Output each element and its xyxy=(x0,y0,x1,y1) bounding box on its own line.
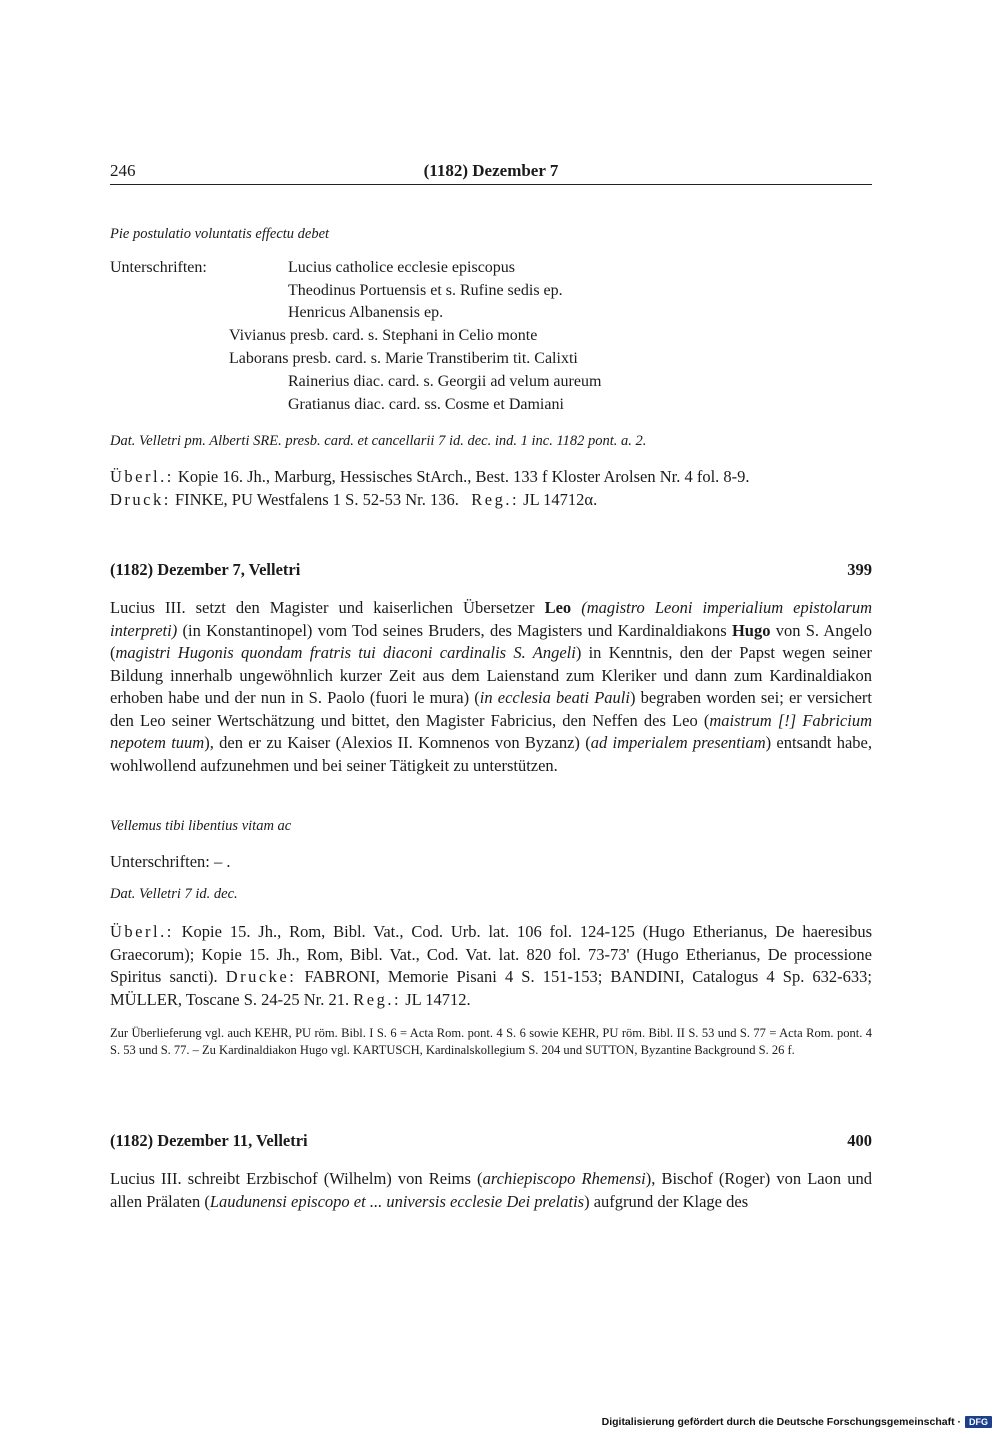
entry-number: 399 xyxy=(847,560,872,579)
incipit-2: Vellemus tibi libentius vitam ac xyxy=(110,818,292,834)
running-header xyxy=(110,158,872,185)
signature-line: Lucius catholice ecclesie episcopus xyxy=(288,259,516,276)
signatures-label: Unterschriften: xyxy=(110,259,207,276)
entry-title: (1182) Dezember 11, Velletri xyxy=(110,1131,308,1150)
regest-400: Lucius III. schreibt Erzbischof (Wilhelm) von Reims (archiepiscopo Rhemensi), Bischof (Roger) von Laon und allen Prälaten (Laudunensi episcopo et ... universis ecclesie Dei prelatis) aufgrund der Klage des xyxy=(110,1169,872,1211)
signature-line: Rainerius diac. card. s. Georgii ad velum aureum xyxy=(288,373,602,390)
entry-heading-400 xyxy=(110,1131,872,1151)
regest-399: Lucius III. setzt den Magister und kaiserlichen Übersetzer Leo (magistro Leoni imperialium epistolarum interpreti) (in Konstantinopel) vom Tod seines Bruders, des Magisters und Kardinaldiakons Hugo von S. Angelo (magistri Hugonis quondam fratris tui diaconi cardinalis S. Angeli) in Kenntnis, den der Papst wegen seiner Bildung innerhalb ungewöhnlich kurzer Zeit aus dem Laienstand zum Kleriker und dann zum Kardinaldiakon erhoben habe und der nun in S. Paolo (fuori le mura) (in ecclesia beati Pauli) begraben worden sei; er versichert den Leo seiner Wertschätzung und bittet, den Magister Fabricius, den Neffen des Leo (maistrum [!] Fabricium nepotem tuum), den er zu Kaiser (Alexios II. Komnenos von Byzanz) (ad imperialem presentiam) entsandt habe, wohlwollend aufzunehmen und bei seiner Tätigkeit zu unterstützen. xyxy=(110,598,873,775)
dating-1: Dat. Velletri pm. Alberti SRE. presb. card. et cancellarii 7 id. dec. ind. 1 inc. 1182 pont. a. 2. xyxy=(110,433,647,449)
running-title: (1182) Dezember 7 xyxy=(423,161,559,180)
footnote-399: Zur Überlieferung vgl. auch KEHR, PU röm. Bibl. I S. 6 = Acta Rom. pont. 4 S. 6 sowie KEHR, PU röm. Bibl. II S. 53 und S. 77 = Acta Rom. pont. 4 S. 53 und S. 77. – Zu Kardinaldiakon Hugo vgl. KARTUSCH, Kardinalskollegium S. 204 und SUTTON, Byzantine Background S. 26 f. xyxy=(110,1026,872,1057)
signatures-2: Unterschriften: – . xyxy=(110,852,231,871)
incipit-1: Pie postulatio voluntatis effectu debet xyxy=(110,226,330,242)
signature-line: Theodinus Portuensis et s. Rufine sedis ep. xyxy=(288,282,563,299)
funding-footer xyxy=(602,1416,992,1428)
dfg-logo-icon: DFG xyxy=(965,1416,992,1428)
signature-line: Henricus Albanensis ep. xyxy=(288,304,444,321)
transmission-1: Überl.: Kopie 16. Jh., Marburg, Hessisches StArch., Best. 133 f Kloster Arolsen Nr. 4 fol. 8-9. Druck: FINKE, PU Westfalens 1 S. 52-53 Nr. 136. Reg.: JL 14712α. xyxy=(110,467,750,509)
page-number: 246 xyxy=(110,161,136,180)
transmission-2: Überl.: Kopie 15. Jh., Rom, Bibl. Vat., Cod. Urb. lat. 106 fol. 124-125 (Hugo Etherianus, De haeresibus Graecorum); Kopie 15. Jh., Rom, Bibl. Vat., Cod. Vat. lat. 820 fol. 73-73' (Hugo Etherianus, De processione Spiritus sancti). Drucke: FABRONI, Memorie Pisani 4 S. 151-153; BANDINI, Catalogus 4 Sp. 632-633; MÜLLER, Toscane S. 24-25 Nr. 21. Reg.: JL 14712. xyxy=(110,922,873,1009)
dating-2: Dat. Velletri 7 id. dec. xyxy=(110,886,238,902)
signature-line: Gratianus diac. card. ss. Cosme et Damiani xyxy=(288,396,564,413)
entry-number: 400 xyxy=(847,1131,872,1150)
signature-line: Vivianus presb. card. s. Stephani in Celio monte xyxy=(229,327,538,344)
funding-text: Digitalisierung gefördert durch die Deutsche Forschungsgemeinschaft · xyxy=(601,1416,961,1428)
entry-title: (1182) Dezember 7, Velletri xyxy=(110,560,301,579)
entry-heading-399 xyxy=(110,560,872,580)
signature-line: Laborans presb. card. s. Marie Transtiberim tit. Calixti xyxy=(229,350,578,367)
